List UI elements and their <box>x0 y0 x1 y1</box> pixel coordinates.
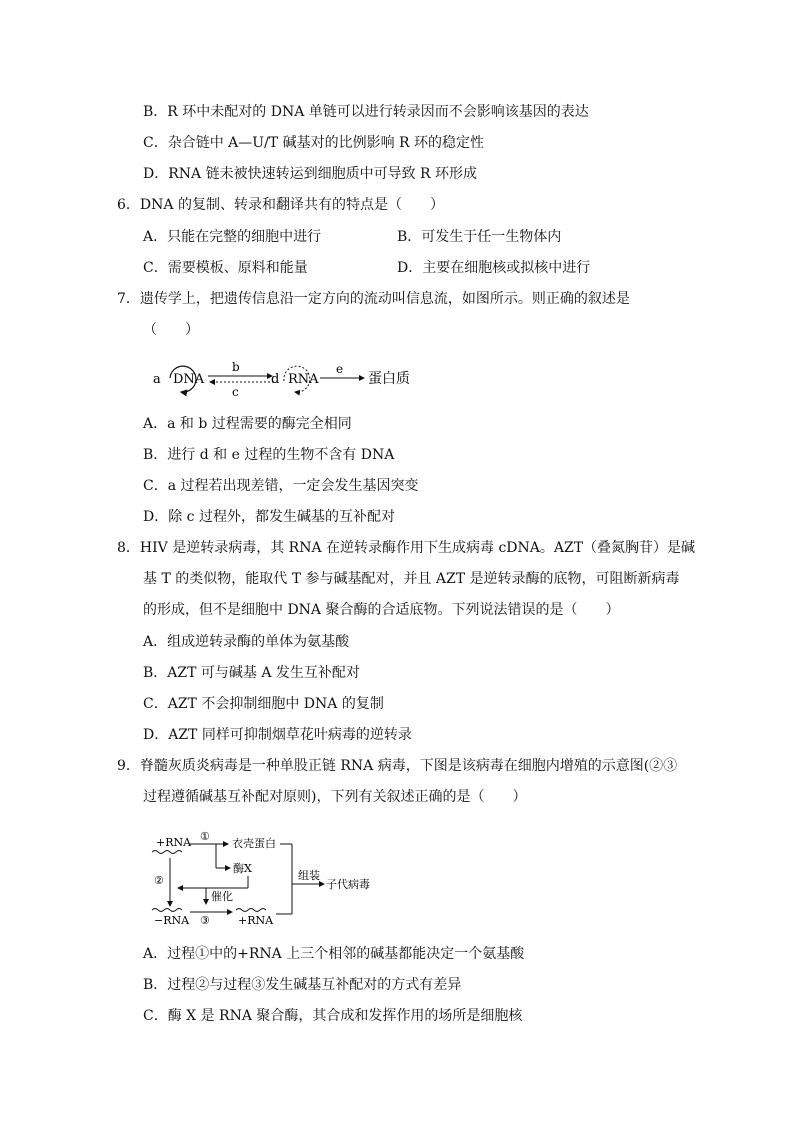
rna-wave-top <box>152 851 182 854</box>
label-e: e <box>336 362 344 376</box>
label-plus-rna-top: +RNA <box>156 836 192 849</box>
label-step-1: ① <box>200 830 210 843</box>
label-protein: 蛋白质 <box>368 371 410 387</box>
option-d-prev: D．RNA 链未被快速转运到细胞质中可导致 R 环形成 <box>143 166 478 182</box>
label-rna: RNA <box>288 372 319 387</box>
label-step-2: ② <box>154 874 164 887</box>
q9-option-c: C．酶 X 是 RNA 聚合酶，其合成和发挥作用的场所是细胞核 <box>143 1008 523 1024</box>
label-progeny-virus: 子代病毒 <box>326 878 370 891</box>
q6-option-b: B．可发生于任一生物体内 <box>397 229 562 245</box>
label-enzyme-x: 酶X <box>233 862 252 875</box>
question-6-stem: 6．DNA 的复制、转录和翻译共有的特点是（ ） <box>117 197 444 213</box>
question-8-line-2: 基 T 的类似物，能取代 T 参与碱基配对，并且 AZT 是逆转录酶的底物，可阻断新病毒 <box>143 571 680 587</box>
label-d: d <box>271 372 280 387</box>
option-c-prev: C．杂合链中 A—U/T 碱基对的比例影响 R 环的稳定性 <box>143 135 485 151</box>
info-flow-diagram <box>150 356 420 402</box>
label-plus-rna-bottom: +RNA <box>238 914 274 927</box>
rna-wave-minus <box>152 909 182 912</box>
label-assemble: 组装 <box>298 869 320 882</box>
label-coat-protein: 衣壳蛋白 <box>232 837 276 850</box>
q9-option-b: B．过程②与过程③发生碱基互补配对的方式有差异 <box>143 977 462 993</box>
question-9-line-2: 过程遵循碱基互补配对原则)，下列有关叙述正确的是（ ） <box>143 789 527 805</box>
rna-wave-plus-bottom <box>236 909 266 912</box>
label-dna: DNA <box>173 372 205 387</box>
q8-option-c: C．AZT 不会抑制细胞中 DNA 的复制 <box>143 696 384 712</box>
label-b: b <box>232 360 240 374</box>
label-step-3: ③ <box>200 914 210 927</box>
label-c: c <box>232 385 239 399</box>
question-7-stem: 7．遗传学上，把遗传信息沿一定方向的流动叫信息流，如图所示。则正确的叙述是 <box>117 291 630 307</box>
q8-option-b: B．AZT 可与碱基 A 发生互补配对 <box>143 665 360 681</box>
q7-option-c: C．a 过程若出现差错，一定会发生基因突变 <box>143 478 419 494</box>
question-8-line-3: 的形成，但不是细胞中 DNA 聚合酶的合适底物。下列说法错误的是（ ） <box>143 602 620 618</box>
label-a: a <box>153 372 161 387</box>
q6-option-d: D．主要在细胞核或拟核中进行 <box>397 260 591 276</box>
q9-option-a: A．过程①中的+RNA 上三个相邻的碱基都能决定一个氨基酸 <box>143 946 525 962</box>
question-8-line-1: 8．HIV 是逆转录病毒，其 RNA 在逆转录酶作用下生成病毒 cDNA。AZT（叠氮胸苷）是碱 <box>117 540 696 556</box>
label-catalyze: 催化 <box>211 890 233 903</box>
q8-option-a: A．组成逆转录酶的单体为氨基酸 <box>143 634 350 650</box>
question-9-line-1: 9．脊髓灰质炎病毒是一种单股正链 RNA 病毒，下图是该病毒在细胞内增殖的示意图(②③ <box>117 758 678 774</box>
option-b-prev: B．R 环中未配对的 DNA 单链可以进行转录因而不会影响该基因的表达 <box>143 104 589 120</box>
q6-option-a: A．只能在完整的细胞中进行 <box>143 229 322 245</box>
q7-option-d: D．除 c 过程外，都发生碱基的互补配对 <box>143 509 395 525</box>
q7-option-b: B．进行 d 和 e 过程的生物不含有 DNA <box>143 447 395 463</box>
q8-option-d: D．AZT 同样可抑制烟草花叶病毒的逆转录 <box>143 727 412 743</box>
question-7-paren: （ ） <box>143 322 199 338</box>
q7-option-a: A．a 和 b 过程需要的酶完全相同 <box>143 416 352 432</box>
label-minus-rna: −RNA <box>154 914 190 927</box>
q6-option-c: C．需要模板、原料和能量 <box>143 260 308 276</box>
virus-replication-diagram <box>148 828 388 928</box>
